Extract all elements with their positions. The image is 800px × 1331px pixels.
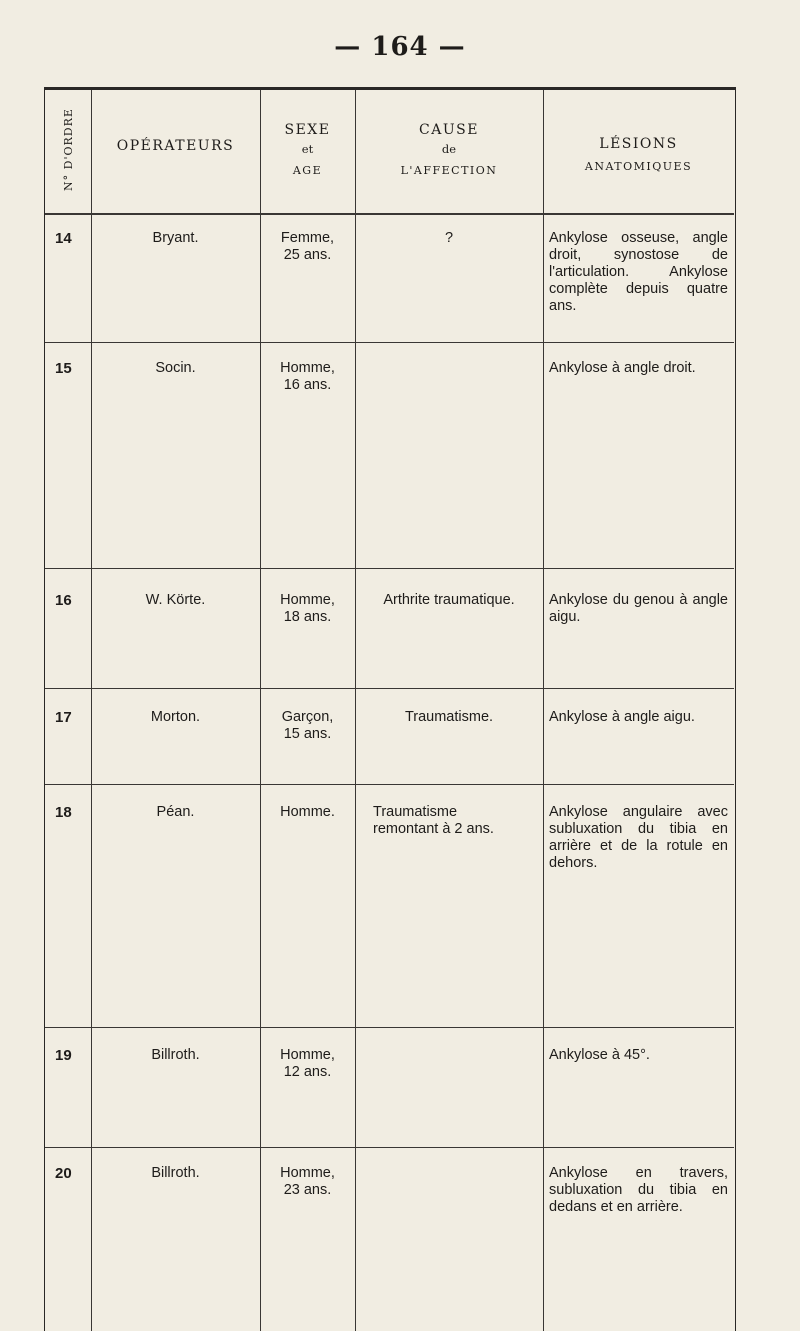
row-divider xyxy=(45,784,734,785)
header-ordre-label: N° D'ORDRE xyxy=(61,107,75,191)
age: 25 ans. xyxy=(283,247,332,263)
header-lesions-label: LÉSIONS xyxy=(599,136,678,152)
header-ordre xyxy=(45,90,91,208)
header-sexe-label: SEXE xyxy=(284,122,331,138)
header-et-label: et xyxy=(301,142,314,156)
row-number: 14 xyxy=(55,230,72,247)
operations-table xyxy=(44,87,736,1331)
age: 16 ans. xyxy=(283,377,332,393)
lesions: Ankylose à angle aigu. xyxy=(549,709,695,725)
age: 18 ans. xyxy=(283,609,332,625)
sex: Homme. xyxy=(280,804,335,820)
cause: Traumatisme. xyxy=(404,709,494,725)
header-operateurs-label: OPÉRATEURS xyxy=(116,138,235,154)
sex: Homme, xyxy=(280,1165,335,1181)
header-cause xyxy=(355,122,543,177)
sex: Homme, xyxy=(280,360,335,376)
header-age-label: AGE xyxy=(292,164,323,177)
cause: Traumatisme remontant à 2 ans. xyxy=(373,804,494,837)
lesions: Ankylose du genou à angle aigu. xyxy=(549,592,728,625)
header-anatomiques-label: ANATOMIQUES xyxy=(584,160,693,173)
age: 12 ans. xyxy=(283,1064,332,1080)
lesions: Ankylose angulaire avec subluxation du tibia en arrière et de la rotule en dehors. xyxy=(549,804,728,871)
lesions: Ankylose en travers, subluxation du tibia en dedans et en arrière. xyxy=(549,1165,728,1215)
cause: Arthrite traumatique. xyxy=(383,592,515,608)
age: 23 ans. xyxy=(283,1182,332,1198)
row-divider xyxy=(45,1027,734,1028)
operator: Billroth. xyxy=(151,1165,200,1181)
row-number: 19 xyxy=(55,1047,72,1064)
operator: Morton. xyxy=(150,709,201,725)
lesions: Ankylose à angle droit. xyxy=(549,360,696,376)
header-operateurs xyxy=(91,138,260,154)
row-divider xyxy=(45,1147,734,1148)
operator: Péan. xyxy=(156,804,195,820)
row-number: 18 xyxy=(55,804,72,821)
operator: Billroth. xyxy=(151,1047,200,1063)
header-lesions xyxy=(543,136,734,173)
age: 15 ans. xyxy=(283,726,332,742)
operator: Bryant. xyxy=(152,230,199,246)
row-divider xyxy=(45,342,734,343)
row-number: 17 xyxy=(55,709,72,726)
header-de-label: de xyxy=(441,142,457,156)
row-divider xyxy=(45,688,734,689)
sex: Garçon, xyxy=(281,709,334,725)
operator: Socin. xyxy=(155,360,196,376)
sex: Femme, xyxy=(280,230,335,246)
row-divider xyxy=(45,568,734,569)
row-number: 16 xyxy=(55,592,72,609)
lesions: Ankylose osseuse, angle droit, synostose de l'articulation. Ankylose complète depuis quatre ans. xyxy=(549,230,728,314)
header-affection-label: L'AFFECTION xyxy=(400,164,498,177)
row-number: 15 xyxy=(55,360,72,377)
header-cause-label: CAUSE xyxy=(419,122,479,138)
sex: Homme, xyxy=(280,1047,335,1063)
cause: ? xyxy=(444,230,454,246)
operator: W. Körte. xyxy=(145,592,206,608)
sex: Homme, xyxy=(280,592,335,608)
header-sexe-age xyxy=(260,122,355,177)
page-number: — 164 — xyxy=(334,32,466,62)
lesions: Ankylose à 45°. xyxy=(549,1047,650,1063)
row-number: 20 xyxy=(55,1165,72,1182)
header-divider xyxy=(45,213,734,215)
